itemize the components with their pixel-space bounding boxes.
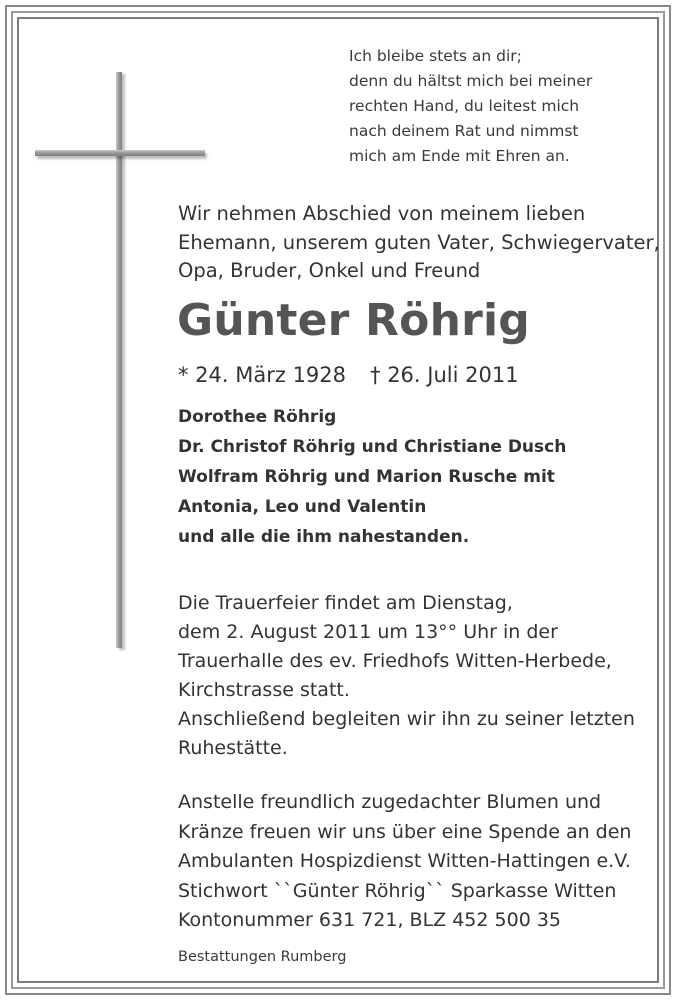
donation-line: Kontonummer 631 721, BLZ 452 500 35 <box>178 909 562 931</box>
service-line: Trauerhalle des ev. Friedhofs Witten-Herbede, <box>178 650 612 672</box>
donation-line: Stichwort ``Günter Röhrig`` Sparkasse Witten <box>178 879 617 902</box>
intro-line: Wir nehmen Abschied von meinem lieben <box>178 202 586 225</box>
mourner-line: Dorothee Röhrig <box>178 407 337 427</box>
cross-icon-horizontal <box>35 150 205 156</box>
funeral-home: Bestattungen Rumberg <box>178 949 347 965</box>
verse-line: mich am Ende mit Ehren an. <box>349 147 570 165</box>
deceased-name: Günter Röhrig <box>177 295 530 346</box>
funeral-service-info <box>178 589 635 763</box>
bible-verse <box>349 44 592 169</box>
service-line: Die Trauerfeier findet am Dienstag, <box>178 592 513 614</box>
intro-line: Ehemann, unserem guten Vater, Schwiegervater, <box>178 230 660 254</box>
farewell-intro <box>178 200 660 286</box>
mourner-line: Antonia, Leo und Valentin <box>178 497 427 517</box>
mourner-line: und alle die ihm nahestanden. <box>178 527 470 547</box>
donation-line: Ambulanten Hospizdienst Witten-Hattingen e.V. <box>178 850 631 872</box>
service-line: dem 2. August 2011 um 13°° Uhr in der <box>178 621 558 643</box>
donation-line: Kränze freuen wir uns über eine Spende an den <box>178 820 632 843</box>
mourner-line: Dr. Christof Röhrig und Christiane Dusch <box>178 437 567 457</box>
verse-line: Ich bleibe stets an dir; <box>349 47 522 65</box>
mourners-list <box>178 402 566 552</box>
verse-line: denn du hältst mich bei meiner <box>349 72 593 90</box>
cross-icon-vertical <box>116 72 122 648</box>
donation-request <box>178 788 631 936</box>
verse-line: rechten Hand, du leitest mich <box>349 97 580 115</box>
mourner-line: Wolfram Röhrig und Marion Rusche mit <box>178 467 555 487</box>
intro-line: Opa, Bruder, Onkel und Freund <box>178 259 481 282</box>
birth-date: * 24. März 1928 <box>178 363 347 387</box>
death-date: † 26. Juli 2011 <box>370 363 519 387</box>
donation-line: Anstelle freundlich zugedachter Blumen und <box>178 791 602 813</box>
service-line: Ruhestätte. <box>178 737 288 759</box>
service-line: Kirchstrasse statt. <box>178 679 350 701</box>
verse-line: nach deinem Rat und nimmst <box>349 122 579 140</box>
life-dates <box>178 360 519 390</box>
service-line: Anschließend begleiten wir ihn zu seiner letzten <box>178 708 635 730</box>
